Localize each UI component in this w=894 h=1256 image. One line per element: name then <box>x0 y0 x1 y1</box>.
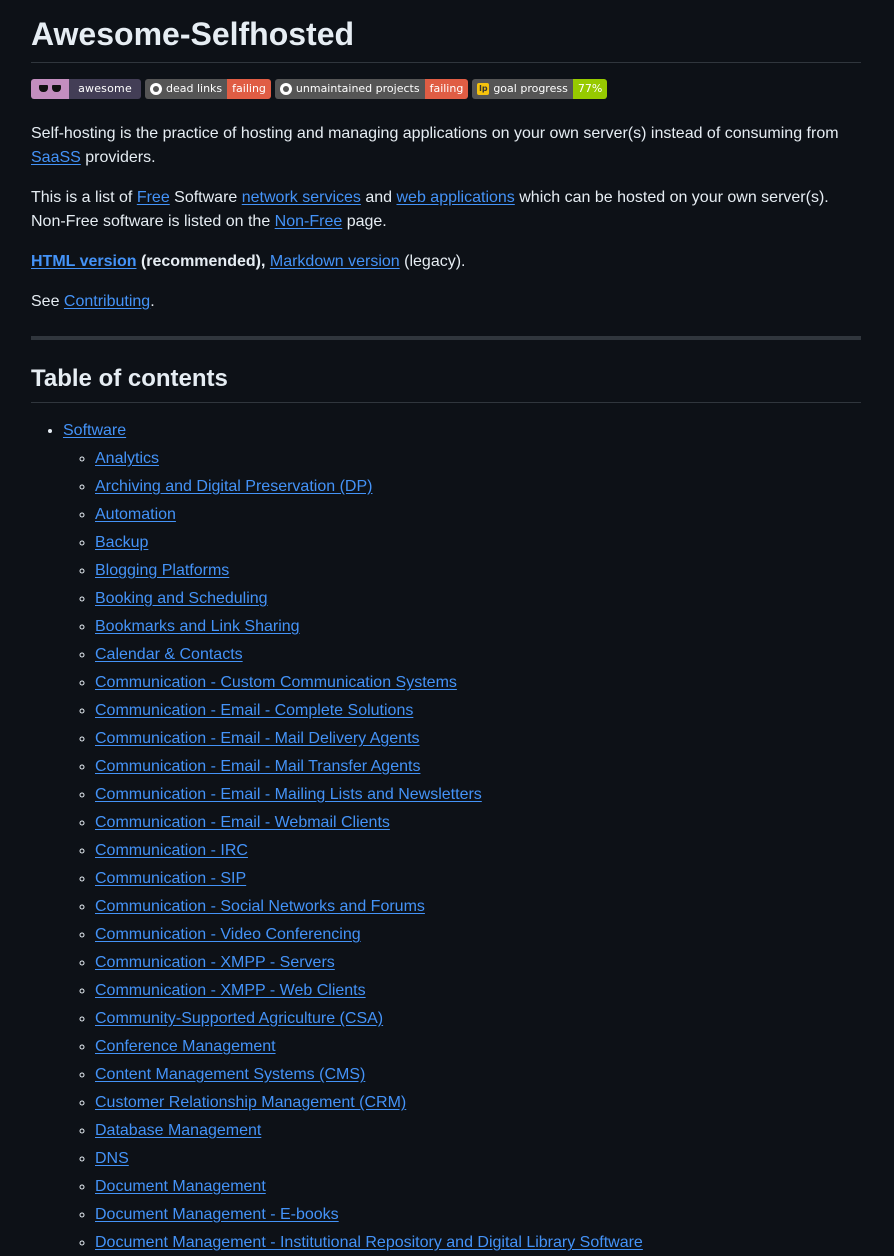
toc-link[interactable]: Communication - Email - Complete Solutions <box>95 702 414 719</box>
toc-link[interactable]: Communication - Email - Mail Delivery Agents <box>95 730 420 747</box>
toc-list-item <box>95 475 861 499</box>
awesome-badge[interactable]: awesome <box>31 79 141 99</box>
table-of-contents <box>31 419 861 1255</box>
toc-link[interactable]: Communication - IRC <box>95 842 248 859</box>
toc-list-item <box>95 447 861 471</box>
network-services-link[interactable]: network services <box>241 189 361 206</box>
toc-link[interactable]: Communication - Email - Mail Transfer Agents <box>95 758 421 775</box>
toc-list-item <box>95 1203 861 1227</box>
toc-list-item <box>95 643 861 667</box>
toc-list-item <box>95 783 861 807</box>
toc-link[interactable]: Bookmarks and Link Sharing <box>95 618 300 635</box>
toc-link[interactable]: Conference Management <box>95 1038 276 1055</box>
liberapay-icon: lp <box>479 84 488 93</box>
toc-list-item <box>95 895 861 919</box>
saass-link[interactable]: SaaSS <box>31 149 81 166</box>
toc-link[interactable]: Blogging Platforms <box>95 562 230 579</box>
toc-link[interactable]: Calendar & Contacts <box>95 646 243 663</box>
toc-list-item <box>95 1147 861 1171</box>
goal-progress-badge[interactable]: lp goal progress 77% <box>472 79 607 99</box>
toc-list-item <box>95 1231 861 1255</box>
html-version-link[interactable]: HTML version <box>31 253 137 270</box>
unmaintained-projects-badge[interactable]: unmaintained projects failing <box>275 79 468 99</box>
toc-link[interactable]: Document Management <box>95 1178 266 1195</box>
toc-link[interactable]: Backup <box>95 534 149 551</box>
toc-list-item <box>95 559 861 583</box>
versions-paragraph: HTML version (recommended), Markdown version (legacy). <box>31 253 466 270</box>
toc-list-item <box>95 1007 861 1031</box>
toc-list-item <box>95 811 861 835</box>
toc-link[interactable]: Document Management - Institutional Repository and Digital Library Software <box>95 1234 643 1251</box>
toc-list-item <box>95 839 861 863</box>
toc-link[interactable]: Communication - XMPP - Web Clients <box>95 982 366 999</box>
section-divider <box>31 336 861 340</box>
web-applications-link[interactable]: web applications <box>396 189 515 206</box>
github-icon <box>280 83 292 95</box>
markdown-version-link[interactable]: Markdown version <box>269 253 400 270</box>
toc-link-software[interactable]: Software <box>63 422 127 439</box>
toc-sublist <box>63 447 861 1255</box>
badge-row <box>31 79 861 99</box>
toc-link[interactable]: Automation <box>95 506 176 523</box>
list-description: This is a list of Free Software network services and web applications which can be hosted on your own server(s). Non-Free software is listed on the Non-Free page. <box>31 189 829 230</box>
dead-links-badge[interactable]: dead links failing <box>145 79 271 99</box>
toc-link[interactable]: Communication - XMPP - Servers <box>95 954 335 971</box>
contributing-paragraph: See Contributing. <box>31 293 155 310</box>
toc-list-item <box>95 615 861 639</box>
toc-top-item <box>63 419 861 1255</box>
toc-link[interactable]: Communication - Video Conferencing <box>95 926 361 943</box>
toc-link[interactable]: Customer Relationship Management (CRM) <box>95 1094 407 1111</box>
toc-list-item <box>95 1175 861 1199</box>
toc-link[interactable]: Communication - Email - Webmail Clients <box>95 814 390 831</box>
toc-link[interactable]: Communication - SIP <box>95 870 247 887</box>
sunglasses-icon <box>39 85 61 93</box>
toc-list-item <box>95 1119 861 1143</box>
toc-list-item <box>95 979 861 1003</box>
toc-link[interactable]: Booking and Scheduling <box>95 590 268 607</box>
toc-list-item <box>95 867 861 891</box>
toc-link[interactable]: Communication - Custom Communication Systems <box>95 674 457 691</box>
toc-link[interactable]: DNS <box>95 1150 129 1167</box>
toc-link[interactable]: Communication - Email - Mailing Lists and Newsletters <box>95 786 482 803</box>
toc-list-item <box>95 951 861 975</box>
toc-heading: Table of contents <box>31 364 861 403</box>
toc-list-item <box>95 1035 861 1059</box>
intro-paragraph: Self-hosting is the practice of hosting and managing applications on your own server(s) instead of consuming from SaaSS providers. <box>31 125 839 166</box>
toc-link[interactable]: Archiving and Digital Preservation (DP) <box>95 478 373 495</box>
toc-list-item <box>95 699 861 723</box>
toc-list-item <box>95 755 861 779</box>
toc-link[interactable]: Content Management Systems (CMS) <box>95 1066 366 1083</box>
toc-link[interactable]: Database Management <box>95 1122 262 1139</box>
free-link[interactable]: Free <box>136 189 170 206</box>
toc-link[interactable]: Analytics <box>95 450 160 467</box>
toc-list-item <box>95 587 861 611</box>
contributing-link[interactable]: Contributing <box>63 293 151 310</box>
toc-list-item <box>95 531 861 555</box>
github-icon <box>150 83 162 95</box>
toc-list-item <box>95 1091 861 1115</box>
toc-link[interactable]: Community-Supported Agriculture (CSA) <box>95 1010 384 1027</box>
toc-list-item <box>95 727 861 751</box>
toc-list-item <box>95 923 861 947</box>
toc-list-item <box>95 503 861 527</box>
non-free-link[interactable]: Non-Free <box>274 213 343 230</box>
toc-link[interactable]: Communication - Social Networks and Forums <box>95 898 425 915</box>
toc-link[interactable]: Document Management - E-books <box>95 1206 339 1223</box>
page-title: Awesome-Selfhosted <box>31 0 861 63</box>
toc-list-item <box>95 1063 861 1087</box>
toc-list-item <box>95 671 861 695</box>
